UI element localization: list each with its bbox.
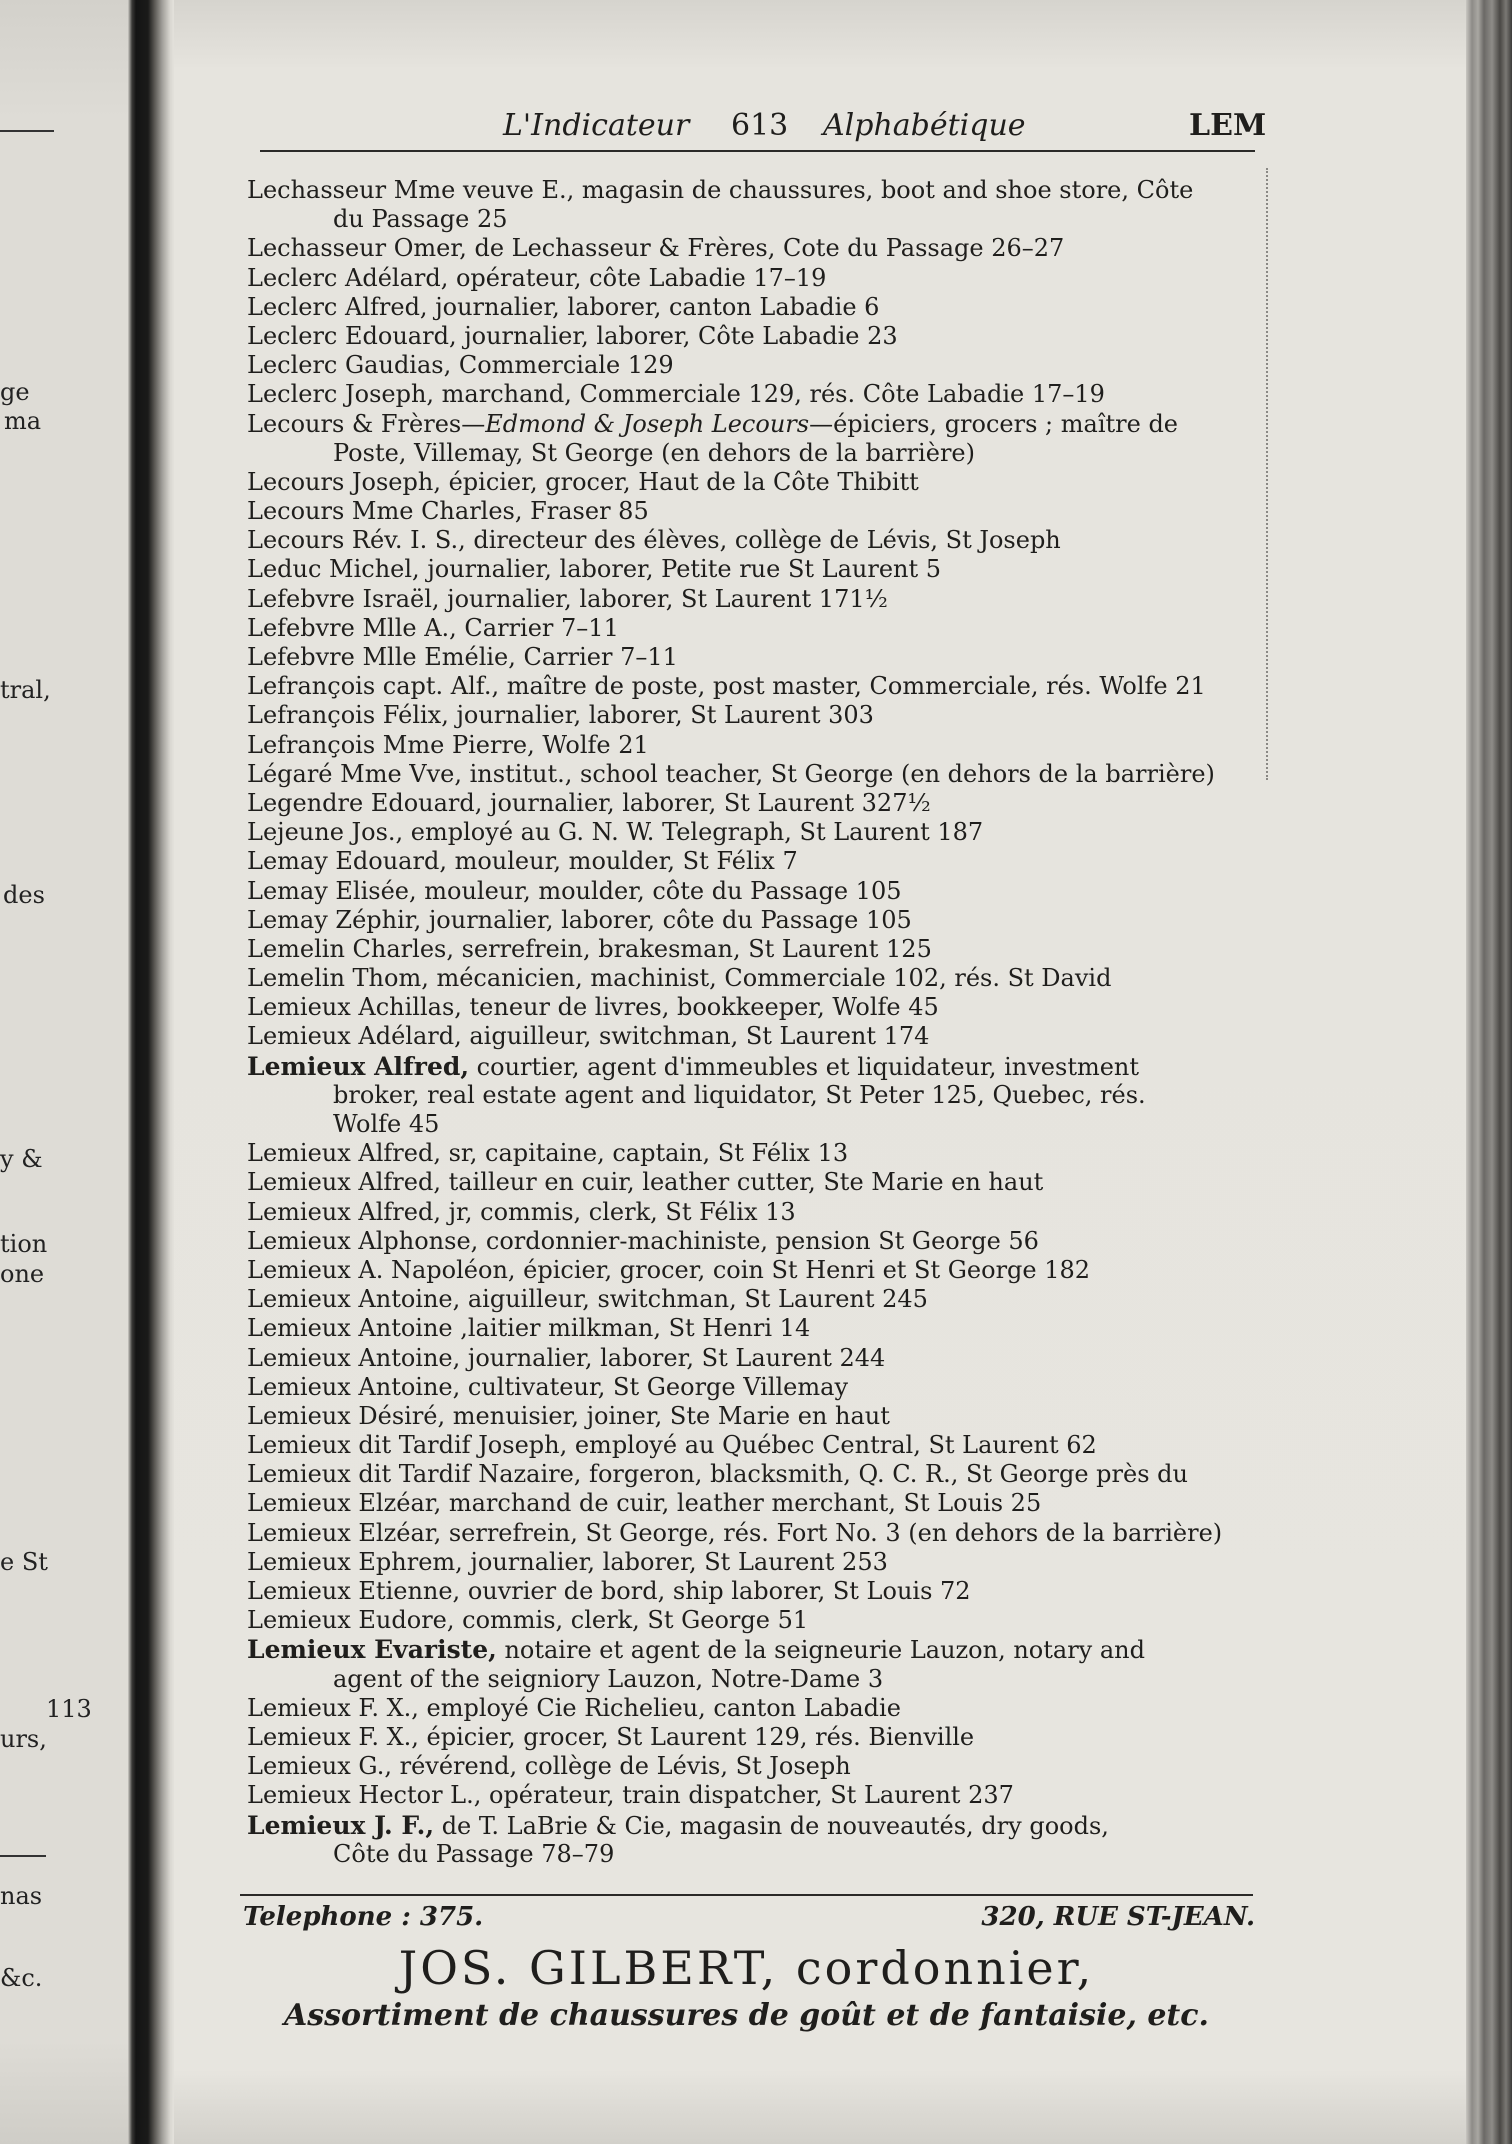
entry-continuation-line: agent of the seigniory Lauzon, Notre-Dame 3 xyxy=(333,1664,884,1693)
directory-entry xyxy=(247,760,1427,789)
directory-entry xyxy=(247,176,1427,234)
entry-line: Leclerc Joseph, marchand, Commerciale 129, rés. Côte Labadie 17–19 xyxy=(247,380,1105,409)
directory-entry xyxy=(247,877,1427,906)
entry-name-bold: Lemieux J. F., xyxy=(247,1810,435,1840)
directory-entry xyxy=(247,935,1427,964)
entry-line: Lecours Joseph, épicier, grocer, Haut de la Côte Thibitt xyxy=(247,467,919,496)
entry-line: Lemieux Hector L., opérateur, train dispatcher, St Laurent 237 xyxy=(247,1781,1014,1810)
previous-page-fragment: ma xyxy=(4,407,42,435)
directory-entry xyxy=(247,1811,1427,1869)
entry-line: Lemieux Adélard, aiguilleur, switchman, St Laurent 174 xyxy=(247,1022,930,1051)
running-title-right: Alphabétique xyxy=(823,108,1026,143)
entry-line: Leclerc Alfred, journalier, laborer, canton Labadie 6 xyxy=(247,292,880,321)
entry-line: Lefebvre Mlle A., Carrier 7–11 xyxy=(247,613,619,642)
directory-entry xyxy=(247,1168,1427,1197)
directory-entry xyxy=(247,1022,1427,1051)
directory-entry xyxy=(247,1752,1427,1781)
directory-entry xyxy=(247,293,1427,322)
previous-page-fragment: one xyxy=(0,1260,45,1288)
entry-text: courtier, agent d'immeubles et liquidateur, investment xyxy=(469,1052,1140,1081)
directory-entry xyxy=(247,555,1427,584)
directory-entry xyxy=(247,701,1427,730)
directory-entry xyxy=(247,468,1427,497)
directory-entry xyxy=(247,497,1427,526)
directory-entry xyxy=(247,264,1427,293)
directory-entry xyxy=(247,526,1427,555)
directory-entry xyxy=(247,672,1427,701)
entry-line: Lemay Edouard, mouleur, moulder, St Félix 7 xyxy=(247,847,798,876)
entry-line: Lemieux Antoine, journalier, laborer, St Laurent 244 xyxy=(247,1343,886,1372)
directory-entry xyxy=(247,380,1427,409)
entry-line: Lemieux Elzéar, marchand de cuir, leather merchant, St Louis 25 xyxy=(247,1489,1042,1518)
advert-business-name: JOS. GILBERT, cordonnier, xyxy=(398,1941,1095,1995)
entry-line xyxy=(247,1811,1427,1840)
directory-entry xyxy=(247,818,1427,847)
entry-line: Lemay Zéphir, journalier, laborer, côte du Passage 105 xyxy=(247,905,912,934)
entry-line: Lemieux F. X., épicier, grocer, St Laurent 129, rés. Bienville xyxy=(247,1722,975,1751)
previous-page-fragment: urs, xyxy=(0,1725,47,1753)
entry-line: Lemieux Antoine, aiguilleur, switchman, St Laurent 245 xyxy=(247,1285,928,1314)
directory-entry xyxy=(247,1694,1427,1723)
entry-line: Lemieux Eudore, commis, clerk, St George 51 xyxy=(247,1606,809,1635)
entry-line: Lecours Mme Charles, Fraser 85 xyxy=(247,497,649,526)
entry-line: Lemieux Alfred, jr, commis, clerk, St Félix 13 xyxy=(247,1197,796,1226)
entry-name-bold: Lemieux Evariste, xyxy=(247,1635,497,1665)
previous-page-fragment: tion xyxy=(0,1230,48,1258)
directory-entry xyxy=(247,614,1427,643)
entry-line: Lecours Rév. I. S., directeur des élèves, collège de Lévis, St Joseph xyxy=(247,526,1061,555)
directory-entry xyxy=(247,1139,1427,1168)
directory-entry xyxy=(247,1460,1427,1489)
entry-text-italic: Edmond & Joseph Lecours xyxy=(485,409,810,438)
entry-line: Leclerc Gaudias, Commerciale 129 xyxy=(247,351,674,380)
entry-line xyxy=(247,1052,1427,1081)
previous-page-fragment: des xyxy=(3,881,45,909)
directory-entry xyxy=(247,964,1427,993)
book-binding-gutter xyxy=(128,0,174,2144)
directory-entry xyxy=(247,1256,1427,1285)
directory-entry xyxy=(247,1431,1427,1460)
directory-entry xyxy=(247,1723,1427,1752)
directory-entry xyxy=(247,1198,1427,1227)
entry-line: Legendre Edouard, journalier, laborer, St Laurent 327½ xyxy=(247,788,931,817)
entry-line: Lechasseur Omer, de Lechasseur & Frères, Cote du Passage 26–27 xyxy=(247,234,1065,263)
entry-line: Lemieux Ephrem, journalier, laborer, St Laurent 253 xyxy=(247,1547,888,1576)
advert-address: 320, RUE ST-JEAN. xyxy=(981,1902,1255,1932)
previous-page-rule xyxy=(0,1855,46,1857)
entry-line: Lejeune Jos., employé au G. N. W. Telegraph, St Laurent 187 xyxy=(247,818,984,847)
entry-line: Lemelin Charles, serrefrein, brakesman, St Laurent 125 xyxy=(247,934,932,963)
entry-name-bold: Lemieux Alfred, xyxy=(247,1051,470,1081)
entry-line: Lemay Elisée, mouleur, moulder, côte du Passage 105 xyxy=(247,876,902,905)
entry-line: Lefrançois capt. Alf., maître de poste, post master, Commerciale, rés. Wolfe 21 xyxy=(247,672,1206,701)
footer-rule xyxy=(240,1894,1253,1896)
entry-line: Lemelin Thom, mécanicien, machinist, Commerciale 102, rés. St David xyxy=(247,964,1112,993)
directory-entry xyxy=(247,1227,1427,1256)
entry-line: Lemieux dit Tardif Joseph, employé au Québec Central, St Laurent 62 xyxy=(247,1431,1097,1460)
header-rule xyxy=(260,150,1255,152)
previous-page-edge xyxy=(0,0,132,2144)
entry-line: Lechasseur Mme veuve E., magasin de chaussures, boot and shoe store, Côte xyxy=(247,176,1194,204)
entry-line xyxy=(247,410,1427,439)
entry-line: Lemieux dit Tardif Nazaire, forgeron, blacksmith, Q. C. R., St George près du xyxy=(247,1460,1188,1489)
entry-text: Lecours & Frères— xyxy=(247,409,486,438)
directory-entry xyxy=(247,1285,1427,1314)
directory-entry xyxy=(247,993,1427,1022)
directory-entry xyxy=(247,906,1427,935)
entry-line: Lemieux Alfred, sr, capitaine, captain, St Félix 13 xyxy=(247,1139,849,1168)
directory-entry xyxy=(247,1606,1427,1635)
entry-line: Lemieux Désiré, menuisier, joiner, Ste Marie en haut xyxy=(247,1401,890,1430)
entry-line: Leduc Michel, journalier, laborer, Petite rue St Laurent 5 xyxy=(247,555,942,584)
entry-line: Lemieux Achillas, teneur de livres, bookkeeper, Wolfe 45 xyxy=(247,993,939,1022)
entry-line: Lemieux A. Napoléon, épicier, grocer, coin St Henri et St George 182 xyxy=(247,1255,1091,1284)
entry-line: Lemieux Alfred, tailleur en cuir, leather cutter, Ste Marie en haut xyxy=(247,1168,1044,1197)
page-edges xyxy=(1466,0,1512,2144)
guide-word: LEM xyxy=(1189,108,1267,143)
previous-page-fragment: &c. xyxy=(0,1964,43,1992)
entry-line: Lemieux Antoine, cultivateur, St George Villemay xyxy=(247,1372,849,1401)
previous-page-fragment: y & xyxy=(0,1145,43,1173)
directory-entry xyxy=(247,585,1427,614)
directory-entry xyxy=(247,1519,1427,1548)
advert-telephone: Telephone : 375. xyxy=(243,1902,484,1932)
entry-continuation-line: Wolfe 45 xyxy=(333,1110,440,1138)
previous-page-fragment: e St xyxy=(0,1548,48,1576)
directory-entry xyxy=(247,1344,1427,1373)
directory-entry xyxy=(247,410,1427,468)
advert-tagline: Assortiment de chaussures de goût et de fantaisie, etc. xyxy=(284,1998,1209,2033)
directory-entry xyxy=(247,1781,1427,1810)
previous-page-fragment: tral, xyxy=(0,676,51,704)
entry-text: —épiciers, grocers ; maître de xyxy=(809,409,1179,438)
previous-page-rule xyxy=(0,130,54,132)
entry-line: Lefebvre Mlle Emélie, Carrier 7–11 xyxy=(247,643,678,671)
entry-continuation-line: Poste, Villemay, St George (en dehors de la barrière) xyxy=(333,438,975,467)
directory-entry xyxy=(247,1402,1427,1431)
entry-continuation-line: broker, real estate agent and liquidator, St Peter 125, Quebec, rés. xyxy=(333,1080,1146,1109)
entry-line: Leclerc Edouard, journalier, laborer, Côte Labadie 23 xyxy=(247,321,898,350)
directory-entry xyxy=(247,322,1427,351)
entry-line: Lemieux Antoine ,laitier milkman, St Henri 14 xyxy=(247,1314,811,1343)
directory-entry xyxy=(247,731,1427,760)
directory-entry xyxy=(247,847,1427,876)
entry-line: Légaré Mme Vve, institut., school teacher, St George (en dehors de la barrière) xyxy=(247,759,1215,788)
directory-entry xyxy=(247,1373,1427,1402)
entry-continuation-line: du Passage 25 xyxy=(333,205,508,234)
previous-page-fragment: nas xyxy=(0,1882,43,1910)
entry-line: Lemieux Elzéar, serrefrein, St George, rés. Fort No. 3 (en dehors de la barrière) xyxy=(247,1518,1223,1547)
directory-entry xyxy=(247,643,1427,672)
entry-continuation-line: Côte du Passage 78–79 xyxy=(333,1839,615,1868)
directory-entry xyxy=(247,1548,1427,1577)
directory-entries xyxy=(247,176,1427,1869)
directory-entry xyxy=(247,234,1427,263)
running-title-left: L'Indicateur xyxy=(503,108,690,143)
entry-text: de T. LaBrie & Cie, magasin de nouveautés, dry goods, xyxy=(434,1811,1109,1840)
page-number: 613 xyxy=(731,108,789,143)
entry-line: Lemieux G., révérend, collège de Lévis, St Joseph xyxy=(247,1752,851,1781)
entry-text: notaire et agent de la seigneurie Lauzon, notary and xyxy=(496,1636,1145,1665)
entry-line: Lemieux Alphonse, cordonnier-machiniste, pension St George 56 xyxy=(247,1226,1039,1255)
directory-entry xyxy=(247,1635,1427,1693)
directory-entry xyxy=(247,1577,1427,1606)
directory-entry xyxy=(247,789,1427,818)
entry-line: Lemieux Etienne, ouvrier de bord, ship laborer, St Louis 72 xyxy=(247,1577,971,1605)
directory-entry xyxy=(247,1489,1427,1518)
entry-line: Lefrançois Félix, journalier, laborer, St Laurent 303 xyxy=(247,701,874,730)
entry-line: Lefrançois Mme Pierre, Wolfe 21 xyxy=(247,730,649,759)
directory-entry xyxy=(247,1314,1427,1343)
entry-line xyxy=(247,1635,1427,1664)
directory-entry xyxy=(247,1052,1427,1140)
entry-line: Lefebvre Israël, journalier, laborer, St Laurent 171½ xyxy=(247,584,888,613)
entry-line: Lemieux F. X., employé Cie Richelieu, canton Labadie xyxy=(247,1693,901,1722)
previous-page-fragment: ge xyxy=(0,378,30,406)
directory-entry xyxy=(247,351,1427,380)
entry-line: Leclerc Adélard, opérateur, côte Labadie 17–19 xyxy=(247,263,827,292)
previous-page-fragment: 113 xyxy=(46,1695,92,1723)
